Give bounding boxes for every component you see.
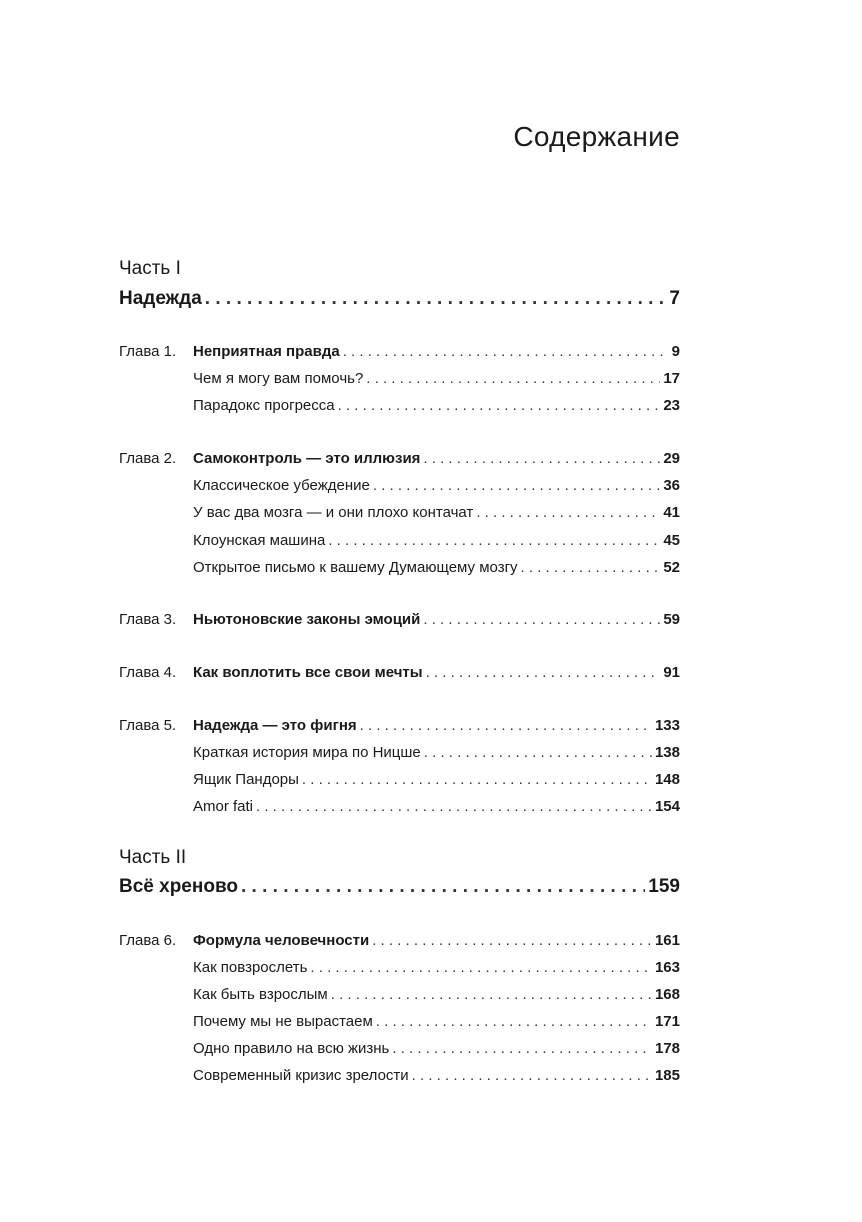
dot-leader <box>372 932 652 949</box>
dot-leader <box>328 532 660 549</box>
page-number: 168 <box>654 986 680 1003</box>
part-entry <box>119 288 680 310</box>
chapter-label: Глава 2. <box>119 450 177 467</box>
page-number: 52 <box>663 559 680 576</box>
dot-leader <box>256 798 652 815</box>
page-number: 148 <box>654 771 680 788</box>
section-entry <box>193 370 680 387</box>
dot-leader <box>412 1067 652 1084</box>
section-entry <box>193 959 680 976</box>
chapter-entry <box>119 932 680 949</box>
section-title: Чем я могу вам помочь? <box>193 370 364 387</box>
dot-leader <box>302 771 652 788</box>
dot-leader <box>310 959 652 976</box>
chapter-label: Глава 5. <box>119 717 177 734</box>
section-title: Одно правило на всю жизнь <box>193 1040 390 1057</box>
chapter-title: Ньютоновские законы эмоций <box>193 611 421 628</box>
page-number: 163 <box>654 959 680 976</box>
section-title: Парадокс прогресса <box>193 397 335 414</box>
section-entry <box>193 532 680 549</box>
section-entry <box>193 559 680 576</box>
page-number: 59 <box>663 611 680 628</box>
section-entry <box>193 1040 680 1057</box>
section-title: Ящик Пандоры <box>193 771 299 788</box>
page-number: 138 <box>654 744 680 761</box>
chapter-title: Неприятная правда <box>193 343 340 360</box>
chapter-entry <box>119 611 680 628</box>
section-entry <box>193 986 680 1003</box>
chapter-entry <box>119 717 680 734</box>
dot-leader <box>205 288 667 310</box>
dot-leader <box>521 559 661 576</box>
section-title: Как быть взрослым <box>193 986 328 1003</box>
section-entry <box>193 798 680 815</box>
part-entry <box>119 876 680 898</box>
dot-leader <box>343 343 669 360</box>
dot-leader <box>424 744 652 761</box>
dot-leader <box>338 397 661 414</box>
page-number: 133 <box>654 717 680 734</box>
dot-leader <box>241 876 645 898</box>
chapter-title: Формула человечности <box>193 932 370 949</box>
section-title: Современный кризис зрелости <box>193 1067 409 1084</box>
section-entry <box>193 771 680 788</box>
section-title: У вас два мозга — и они плохо контачат <box>193 504 474 521</box>
section-title: Почему мы не вырастаем <box>193 1013 373 1030</box>
page-number: 185 <box>654 1067 680 1084</box>
dot-leader <box>331 986 652 1003</box>
page-number: 17 <box>663 370 680 387</box>
page-number: 154 <box>654 798 680 815</box>
section-entry <box>193 477 680 494</box>
page-number: 36 <box>663 477 680 494</box>
section-title: Как повзрослеть <box>193 959 308 976</box>
part-label <box>119 258 680 280</box>
dot-leader <box>360 717 652 734</box>
part-label <box>119 847 680 869</box>
chapter-label: Глава 6. <box>119 932 177 949</box>
section-title: Клоунская машина <box>193 532 326 549</box>
chapter-label: Глава 1. <box>119 343 177 360</box>
dot-leader <box>376 1013 652 1030</box>
chapter-label: Глава 4. <box>119 664 177 681</box>
section-entry <box>193 397 680 414</box>
page-number: 29 <box>663 450 680 467</box>
chapter-entry <box>119 343 680 360</box>
dot-leader <box>392 1040 652 1057</box>
part-title: Всё хреново <box>119 876 238 897</box>
section-entry <box>193 744 680 761</box>
dot-leader <box>423 450 660 467</box>
chapter-entry <box>119 450 680 467</box>
page-number: 161 <box>654 932 680 949</box>
section-title: Краткая история мира по Ницше <box>193 744 421 761</box>
dot-leader <box>373 477 660 494</box>
section-title: Открытое письмо к вашему Думающему мозгу <box>193 559 518 576</box>
chapter-entry <box>119 664 680 681</box>
page-number: 9 <box>671 343 680 360</box>
section-title: Классическое убеждение <box>193 477 370 494</box>
page-number: 7 <box>669 288 680 309</box>
chapter-title: Самоконтроль — это иллюзия <box>193 450 421 467</box>
page-number: 23 <box>663 397 680 414</box>
page-number: 45 <box>663 532 680 549</box>
page-title: Содержание <box>513 120 680 152</box>
section-entry <box>193 1067 680 1084</box>
part-title: Надежда <box>119 288 202 309</box>
page-number: 178 <box>654 1040 680 1057</box>
chapter-title: Надежда — это фигня <box>193 717 357 734</box>
dot-leader <box>476 504 660 521</box>
chapter-label: Глава 3. <box>119 611 177 628</box>
section-entry <box>193 504 680 521</box>
section-title: Amor fati <box>193 798 254 815</box>
chapter-title: Как воплотить все свои мечты <box>193 664 423 681</box>
page-number: 91 <box>663 664 680 681</box>
part-label-text: Часть I <box>119 258 181 279</box>
dot-leader <box>423 611 660 628</box>
page-number: 171 <box>654 1013 680 1030</box>
dot-leader <box>366 370 660 387</box>
dot-leader <box>426 664 661 681</box>
section-entry <box>193 1013 680 1030</box>
part-label-text: Часть II <box>119 847 187 868</box>
page-number: 41 <box>663 504 680 521</box>
page-number: 159 <box>648 876 680 897</box>
